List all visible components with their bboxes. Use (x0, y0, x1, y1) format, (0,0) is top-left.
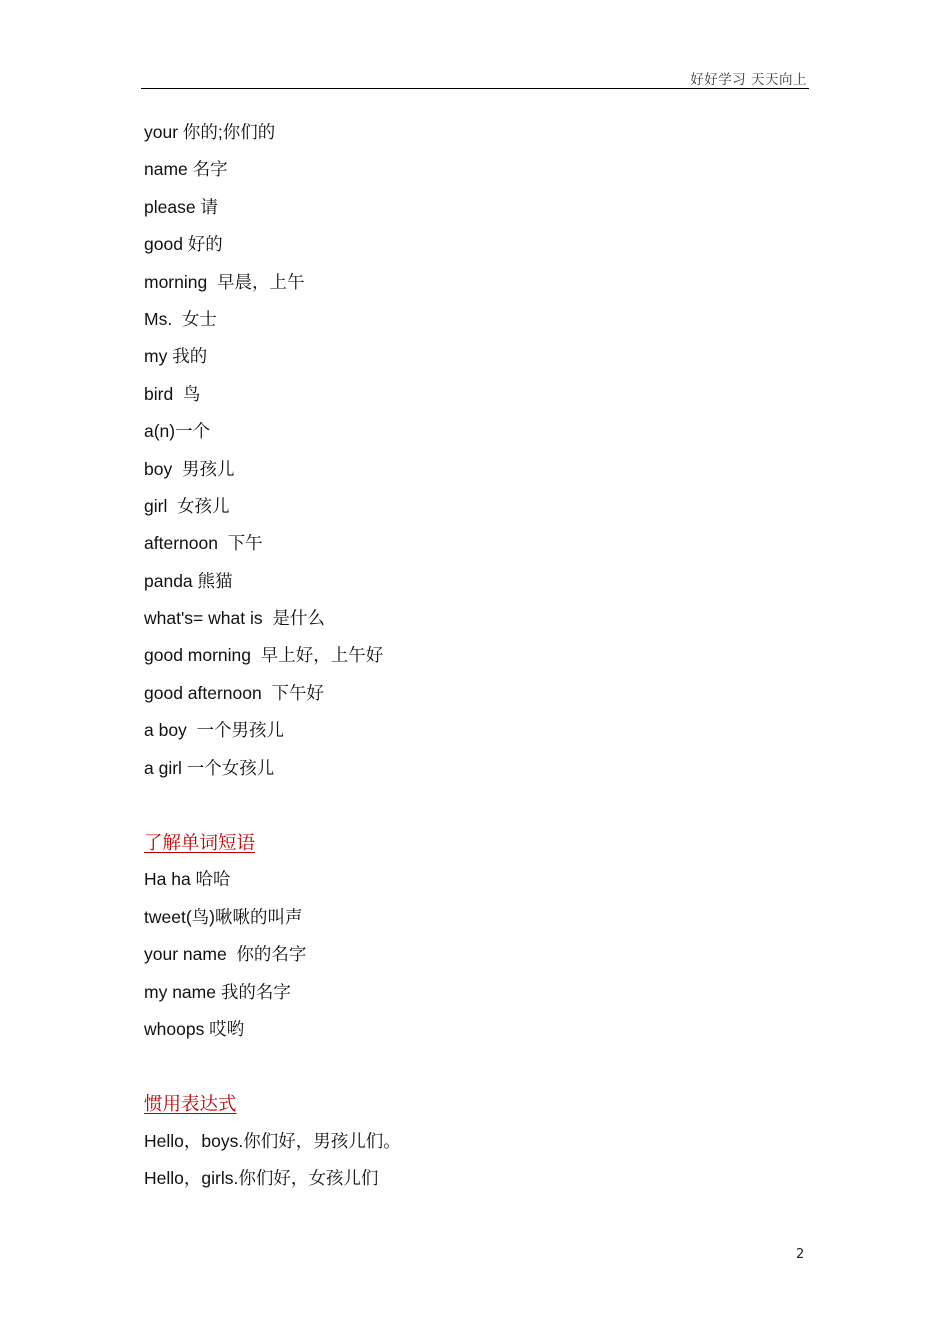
document-body (144, 114, 804, 1235)
vocab-item: panda 熊猫 (144, 570, 233, 591)
phrase-item: Ha ha 哈哈 (144, 869, 231, 890)
vocab-item: please 请 (144, 196, 218, 217)
vocabulary-section (144, 114, 804, 787)
vocab-item: morning 早晨，上午 (144, 271, 305, 292)
expressions-section (144, 1085, 804, 1197)
expression-item: Hello，girls.你们好，女孩儿们 (144, 1168, 379, 1189)
vocab-item: bird 鸟 (144, 383, 201, 404)
vocab-item: good 好的 (144, 234, 223, 255)
page-number: 2 (796, 1247, 805, 1262)
page-header (141, 66, 809, 89)
vocab-item: good afternoon 下午好 (144, 682, 324, 703)
phrase-item: whoops 哎哟 (144, 1018, 245, 1039)
vocab-item: afternoon 下午 (144, 533, 263, 554)
phrases-section (144, 824, 804, 1048)
vocab-item: girl 女孩儿 (144, 495, 230, 516)
vocab-item: my 我的 (144, 346, 208, 367)
vocab-item: boy 男孩儿 (144, 458, 235, 479)
vocab-item: a girl 一个女孩儿 (144, 757, 275, 778)
vocab-item: good morning 早上好，上午好 (144, 645, 384, 666)
phrase-item: my name 我的名字 (144, 981, 291, 1002)
phrase-item: tweet(鸟)啾啾的叫声 (144, 906, 303, 927)
vocab-item: name 名字 (144, 159, 228, 180)
vocab-item: what's= what is 是什么 (144, 608, 325, 629)
vocab-item: your 你的;你们的 (144, 122, 276, 142)
vocab-item: a boy 一个男孩儿 (144, 720, 285, 741)
section-heading-phrases: 了解单词短语 (144, 832, 256, 854)
expression-item: Hello，boys.你们好，男孩儿们。 (144, 1130, 401, 1151)
vocab-item: Ms. 女士 (144, 308, 217, 329)
vocab-item: a(n)一个 (144, 421, 211, 442)
section-heading-expressions: 惯用表达式 (144, 1093, 237, 1115)
phrase-item: your name 你的名字 (144, 944, 307, 965)
header-motto: 好好学习 天天向上 (690, 72, 807, 88)
